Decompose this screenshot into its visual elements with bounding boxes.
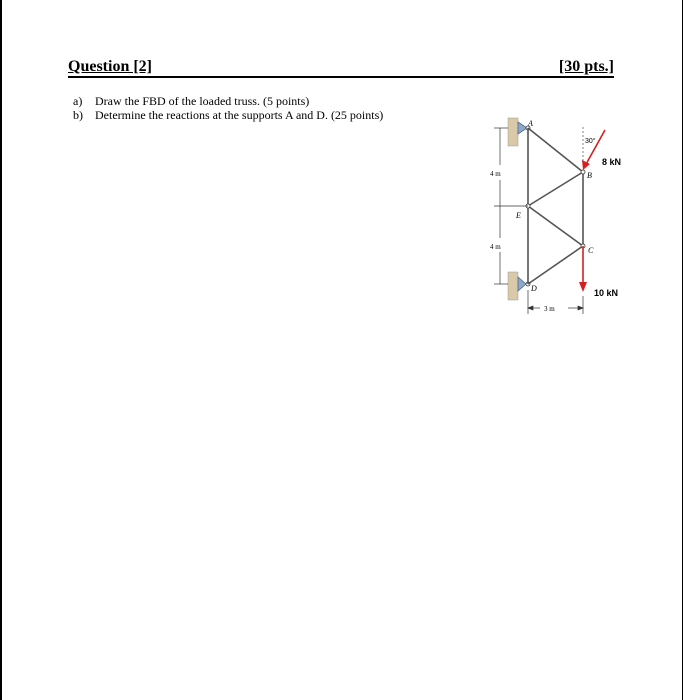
member-ec xyxy=(528,206,583,246)
load-10kn-label: 10 kN xyxy=(594,288,619,298)
load-8kn-label: 8 kN xyxy=(602,157,622,167)
truss-members xyxy=(528,128,583,284)
dimension-horizontal-label: 3 m xyxy=(544,305,555,313)
node-label-e: E xyxy=(516,211,521,220)
member-cd xyxy=(528,246,583,284)
truss-joints xyxy=(526,170,585,248)
task-label: a) xyxy=(73,94,83,108)
angle-label: 30° xyxy=(585,138,596,145)
task-text: Determine the reactions at the supports A and D. (25 points) xyxy=(95,108,384,122)
member-be xyxy=(528,172,583,206)
node-label-c: C xyxy=(588,246,594,255)
horizontal-dimension xyxy=(528,290,583,314)
node-label-a: A xyxy=(528,119,533,128)
vertical-dimension xyxy=(494,128,528,284)
question-points: [30 pts.] xyxy=(558,58,614,75)
load-10kn-arrow xyxy=(579,246,587,292)
dimension-upper-label: 4 m xyxy=(490,170,501,178)
node-label-d: D xyxy=(531,284,537,293)
member-ab xyxy=(528,128,583,172)
dimension-lower-label: 4 m xyxy=(490,243,501,251)
question-title: Question [2] xyxy=(68,58,152,75)
support-wall-a xyxy=(508,118,518,146)
node-label-b: B xyxy=(587,171,592,180)
support-wall-d xyxy=(508,272,518,300)
task-label: b) xyxy=(73,108,83,122)
task-text: Draw the FBD of the loaded truss. (5 points) xyxy=(95,94,310,108)
